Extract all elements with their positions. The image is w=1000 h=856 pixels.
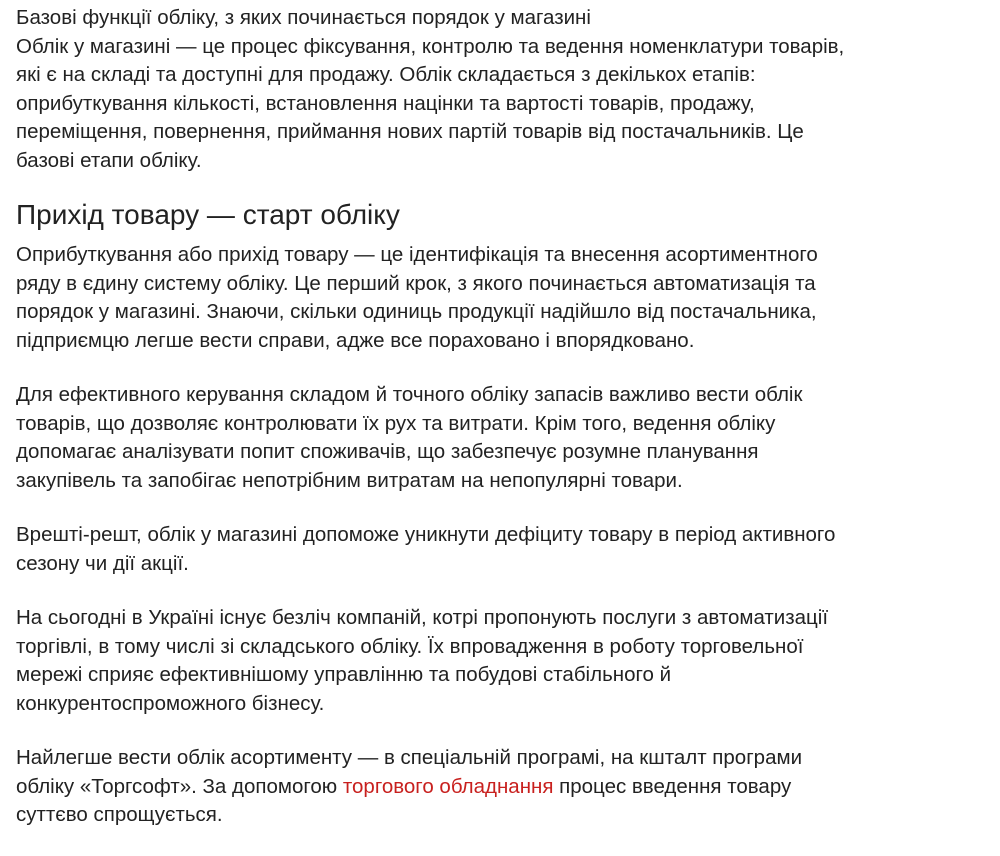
intro-block <box>16 4 996 175</box>
text-line: конкурентоспроможного бізнесу. <box>16 691 325 715</box>
text-line: які є на складі та доступні для продажу. Облік складається з декількох етапів: <box>16 63 756 86</box>
text-line: закупівель та запобігає непотрібним витратам на непопулярні товари. <box>16 468 683 492</box>
paragraph <box>16 381 996 495</box>
paragraph <box>16 521 996 578</box>
text-fragment: обліку «Торгсофт». За допомогою <box>16 774 343 798</box>
text-line: підприємцю легше вести справи, адже все пораховано і впорядковано. <box>16 328 695 352</box>
text-line: допомагає аналізувати попит споживачів, що забезпечує розумне планування <box>16 440 759 463</box>
text-line: ряду в єдину систему обліку. Це перший крок, з якого починається автоматизація та <box>16 271 816 295</box>
text-line: порядок у магазині. Знаючи, скільки одиниць продукції надійшло від постачальника, <box>16 300 817 323</box>
equipment-link[interactable]: торгового обладнання <box>342 774 554 798</box>
text-line: Оприбуткування або прихід товару — це ідентифікація та внесення асортиментного <box>16 243 818 266</box>
text-line: оприбуткування кількості, встановлення націнки та вартості товарів, продажу, <box>16 91 755 115</box>
paragraph <box>16 744 996 830</box>
intro-title: Базові функції обліку, з яких починається порядок у магазині <box>16 6 591 29</box>
paragraph <box>16 241 996 355</box>
text-line: Найлегше вести облік асортименту — в спеціальній програмі, на кшталт програми <box>16 746 803 769</box>
text-line <box>16 773 996 802</box>
text-line: переміщення, повернення, приймання нових партій товарів від постачальників. Це <box>16 120 804 143</box>
text-fragment: процес введення товару <box>553 774 792 798</box>
section-heading: Прихід товару — старт обліку <box>16 199 400 230</box>
text-line: На сьогодні в Україні існує безліч компаній, котрі пропонують послуги з автоматизації <box>16 606 829 629</box>
text-line: базові етапи обліку. <box>16 148 202 172</box>
text-line: суттєво спрощується. <box>16 803 223 826</box>
text-line: торгівлі, в тому числі зі складського обліку. Їх впровадження в роботу торговельної <box>16 634 804 658</box>
paragraph <box>16 604 996 718</box>
text-line: сезону чи дії акції. <box>16 551 189 575</box>
text-line: Для ефективного керування складом й точного обліку запасів важливо вести облік <box>16 383 803 406</box>
text-line: товарів, що дозволяє контролювати їх рух та витрати. Крім того, ведення обліку <box>16 411 776 435</box>
text-line: Облік у магазині — це процес фіксування, контролю та ведення номенклатури товарів, <box>16 34 845 58</box>
text-line: Врешті-решт, облік у магазині допоможе уникнути дефіциту товару в період активного <box>16 523 836 546</box>
text-line: мережі сприяє ефективнішому управлінню та побудові стабільного й <box>16 663 672 686</box>
article <box>16 4 996 856</box>
